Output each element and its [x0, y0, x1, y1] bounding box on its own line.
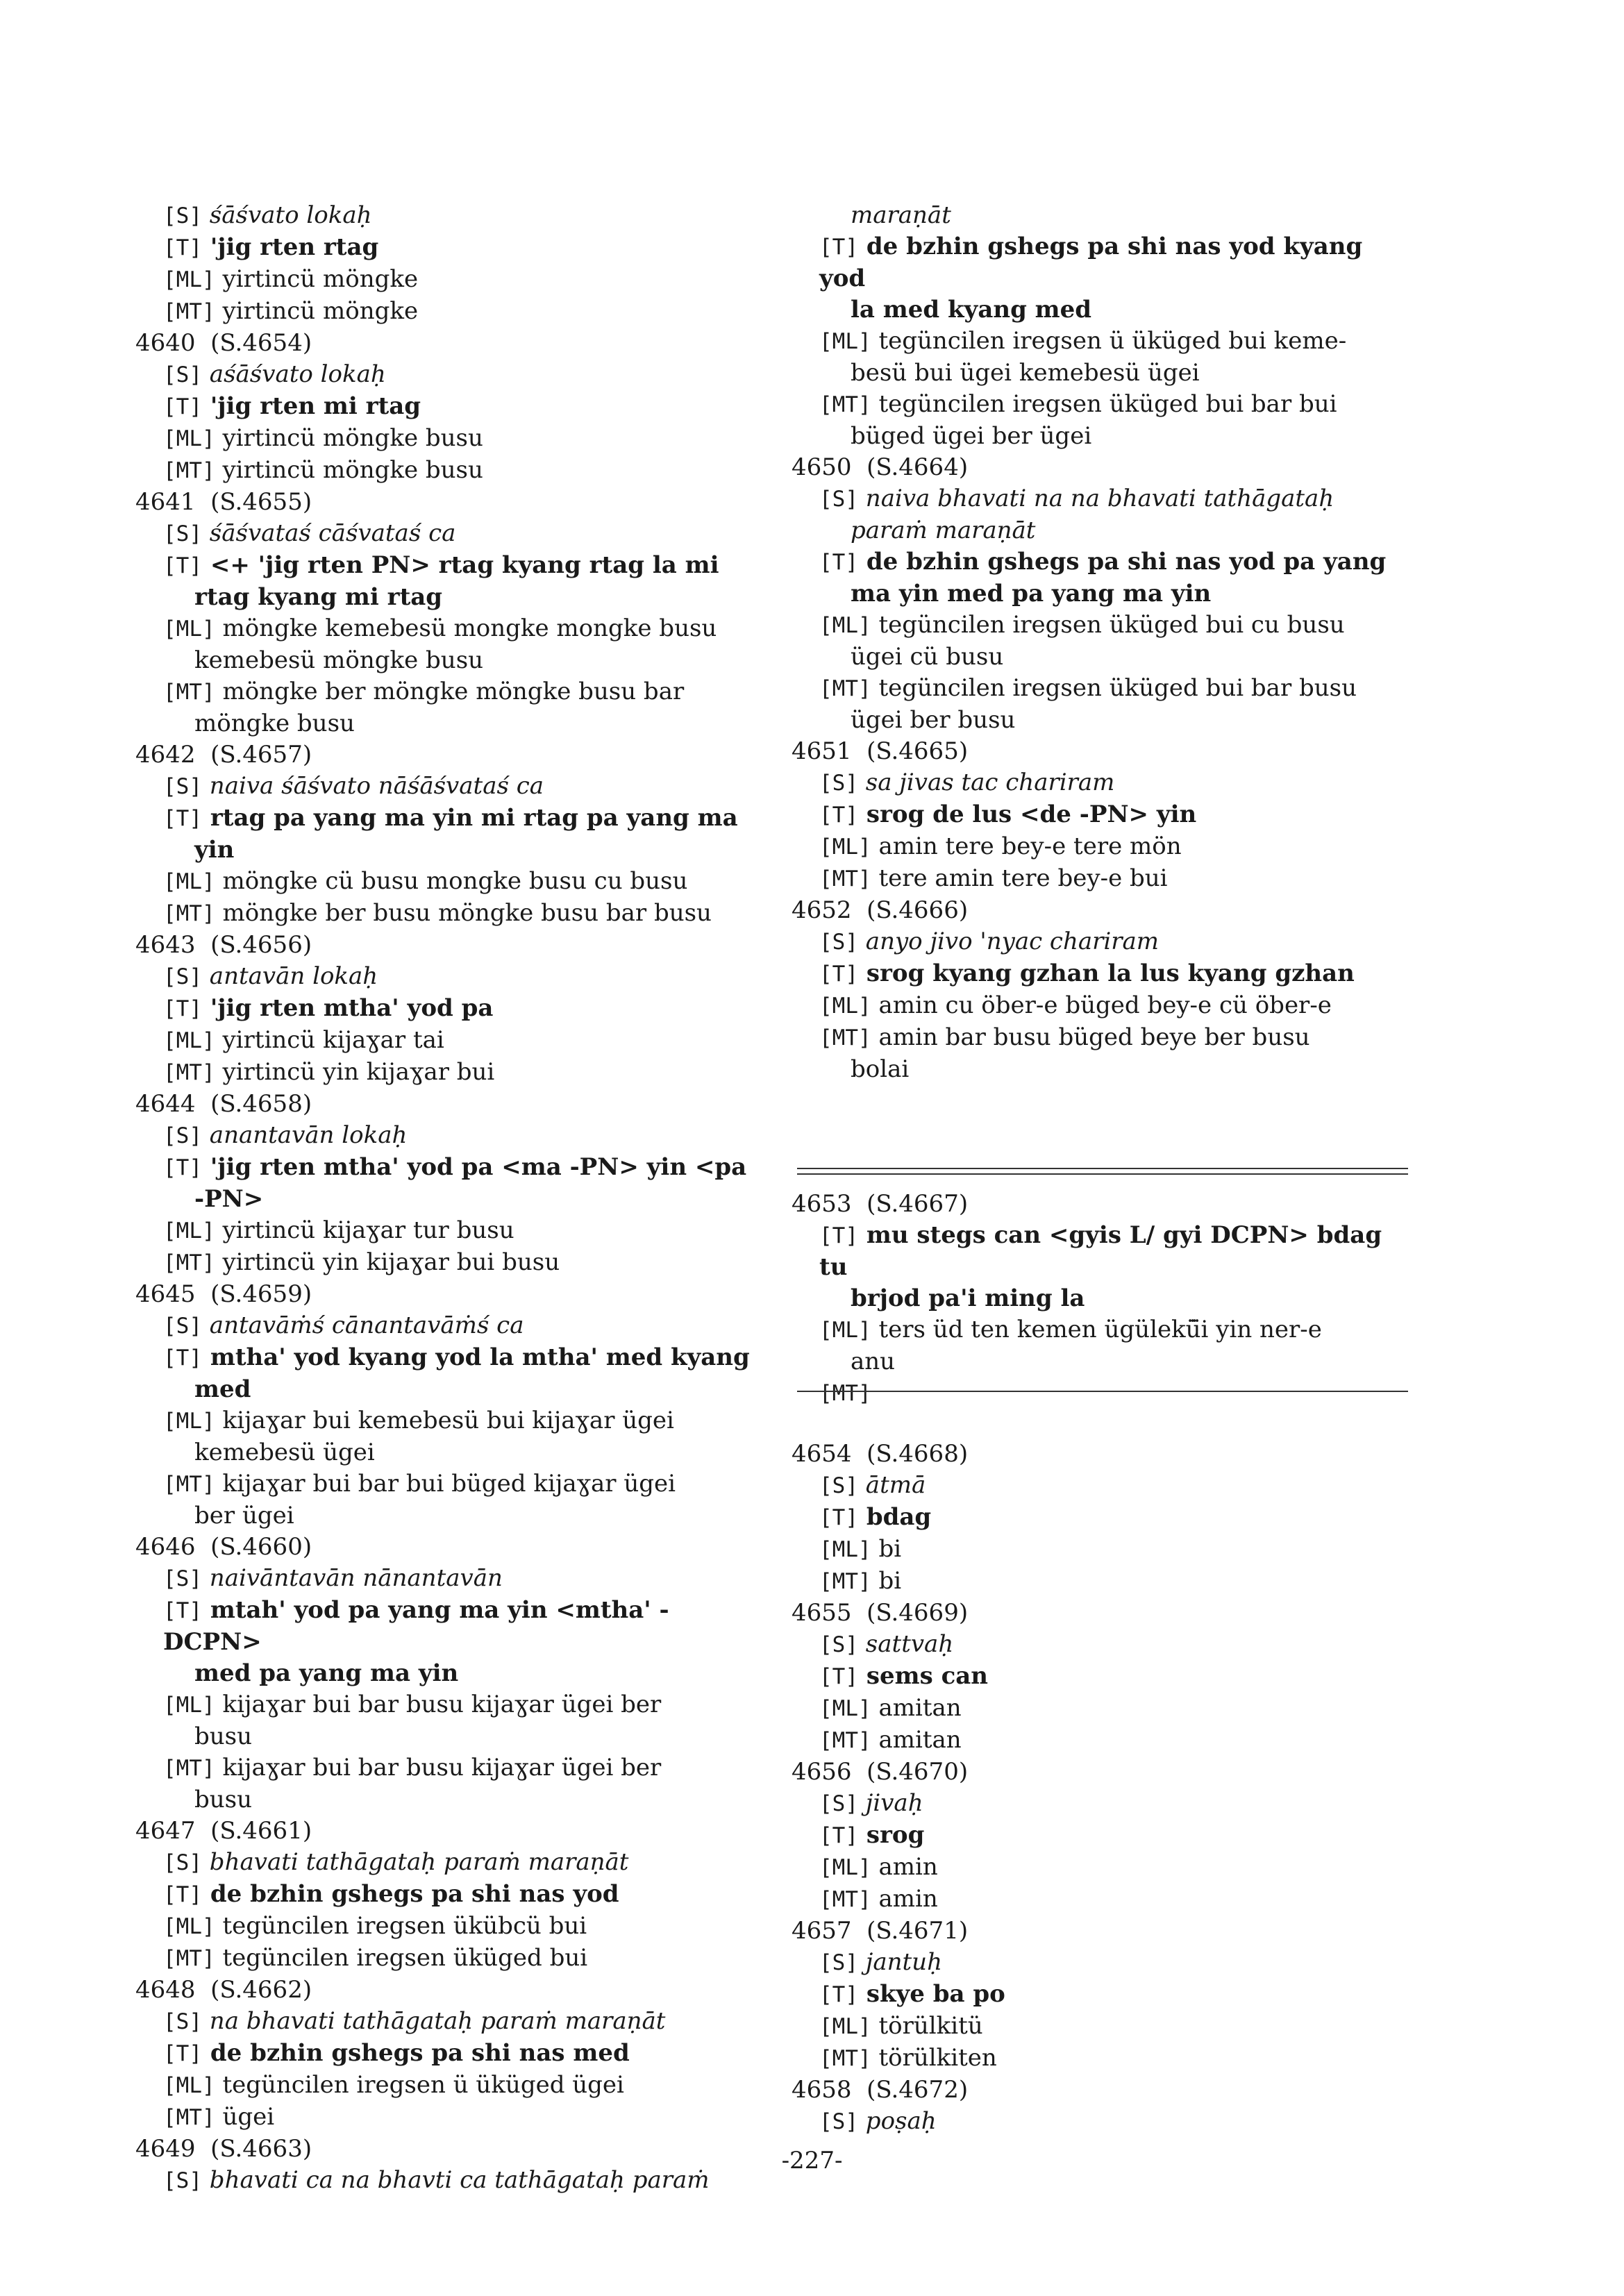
- entry-line: [135, 613, 760, 645]
- entry-text: törülkitü: [871, 2012, 983, 2040]
- entry-number: 4657 (S.4671): [792, 1917, 969, 1945]
- entry-line: [792, 1022, 1416, 1054]
- entry-text: aśāśvato lokaḥ: [202, 360, 386, 388]
- entry-line: [135, 1468, 760, 1500]
- entry-text: amitan: [871, 1694, 962, 1722]
- language-tag: [T]: [163, 394, 202, 419]
- entry-continuation: ber ügei: [194, 1502, 294, 1530]
- entry-text: sa jivas tac chariram: [858, 769, 1115, 796]
- entry-text: yirtincü yin kijaɣar bui busu: [215, 1248, 560, 1276]
- entry-text: yirtincü möngke busu: [215, 456, 483, 484]
- entry-continuation: paraṁ maraṇāt: [851, 517, 1036, 544]
- entry-line: [792, 1502, 1416, 1534]
- entry-text: yirtincü möngke busu: [215, 424, 483, 452]
- entry-number: 4652 (S.4666): [792, 896, 969, 924]
- entry-text: tegüncilen iregsen ü üküged ügei: [215, 2071, 624, 2099]
- entry-line: [135, 1752, 760, 1784]
- entry-line: [135, 866, 760, 898]
- language-tag: [ML]: [819, 835, 871, 860]
- entry-line: [135, 1911, 760, 1943]
- entry-line: [135, 1342, 760, 1374]
- entry-line: [792, 1377, 1416, 1409]
- entry-line: [792, 1788, 1416, 1820]
- entry-text: möngke ber möngke möngke busu bar: [215, 678, 685, 705]
- single-rule: [797, 1391, 1408, 1392]
- entry-line: [792, 1693, 1416, 1725]
- entry-text: kijaɣar bui bar bui büged kijaɣar ügei: [215, 1470, 676, 1498]
- entry-text: möngke ber busu möngke busu bar busu: [215, 899, 712, 927]
- entry-line: [135, 1405, 760, 1437]
- entry-number: 4651 (S.4665): [792, 737, 969, 765]
- entry-text: srog kyang gzhan la lus kyang gzhan: [858, 960, 1355, 987]
- language-tag: [ML]: [819, 2014, 871, 2039]
- entry-line: [135, 232, 760, 264]
- entry-line: [135, 2038, 760, 2070]
- entry-line: [135, 2070, 760, 2102]
- entry-line: [792, 326, 1416, 358]
- entry-line: [135, 550, 760, 582]
- entry-text: törülkiten: [871, 2044, 997, 2072]
- language-tag: [S]: [819, 1950, 858, 1975]
- entry-text: śāśvato lokaḥ: [202, 201, 372, 229]
- entry-text: amin: [871, 1853, 938, 1881]
- entry-continuation: büged ügei ber ügei: [851, 422, 1092, 450]
- entry-line: [792, 863, 1416, 895]
- language-tag: [S]: [163, 203, 202, 228]
- entry-continuation: -PN>: [194, 1185, 264, 1213]
- language-tag: [MT]: [819, 866, 871, 891]
- entry-line: [135, 1689, 760, 1721]
- language-tag: [T]: [819, 235, 858, 260]
- language-tag: [ML]: [163, 1914, 215, 1939]
- entry-line: [135, 1847, 760, 1879]
- entry-line: [135, 455, 760, 487]
- entry-line: [792, 1220, 1416, 1283]
- entry-text: tegüncilen iregsen ükübcü bui: [215, 1912, 587, 1940]
- language-tag: [ML]: [819, 1318, 871, 1343]
- entry-line: [792, 926, 1416, 958]
- language-tag: [S]: [819, 1632, 858, 1657]
- entry-text: yirtincü kijaɣar tai: [215, 1026, 444, 1054]
- entry-continuation: med pa yang ma yin: [194, 1659, 459, 1687]
- entry-line: [135, 296, 760, 328]
- entry-line: [135, 1879, 760, 1911]
- entry-text: naiva śāśvato nāśāśvataś ca: [202, 772, 544, 800]
- language-tag: [MT]: [819, 676, 871, 701]
- entry-line: [792, 1852, 1416, 1884]
- entry-line: [792, 1661, 1416, 1693]
- entry-continuation: brjod pa'i ming la: [851, 1284, 1085, 1312]
- language-tag: [MT]: [819, 392, 871, 417]
- entry-continuation: ügei ber busu: [851, 706, 1016, 734]
- entry-line: [135, 200, 760, 232]
- entry-line: [792, 1566, 1416, 1598]
- language-tag: [T]: [819, 1505, 858, 1530]
- entry-number: 4641 (S.4655): [135, 488, 312, 516]
- entry-line: [792, 990, 1416, 1022]
- language-tag: [S]: [819, 1791, 858, 1816]
- left-column: [135, 200, 760, 2197]
- entry-line: [135, 993, 760, 1025]
- entry-text: amin tere bey-e tere mön: [871, 832, 1182, 860]
- entry-continuation: med: [194, 1375, 251, 1403]
- entry-text: mtah' yod pa yang ma yin <mtha' -DCPN>: [163, 1596, 669, 1656]
- language-tag: [ML]: [819, 1855, 871, 1880]
- entry-line: [135, 961, 760, 993]
- entry-continuation: la med kyang med: [851, 296, 1092, 324]
- entry-text: jivaḥ: [858, 1789, 923, 1817]
- entry-continuation: rtag kyang mi rtag: [194, 583, 443, 611]
- entry-number: 4647 (S.4661): [135, 1817, 312, 1845]
- entry-text: de bzhin gshegs pa shi nas yod kyang yod: [819, 233, 1363, 292]
- language-tag: [T]: [819, 1823, 858, 1848]
- entry-continuation: besü bui ügei kemebesü ügei: [851, 359, 1200, 387]
- language-tag: [S]: [819, 771, 858, 796]
- entry-line: [792, 1314, 1416, 1346]
- entry-line: [135, 1152, 760, 1184]
- entry-text: anantavān lokaḥ: [202, 1121, 408, 1149]
- entry-text: ügei: [215, 2103, 275, 2131]
- language-tag: [MT]: [163, 1060, 215, 1085]
- page-number: -227-: [781, 2147, 843, 2175]
- entry-line: [792, 231, 1416, 294]
- entry-text: bhavati ca na bhavti ca tathāgataḥ paraṁ: [202, 2166, 710, 2194]
- entry-text: ātmā: [858, 1471, 926, 1499]
- entry-line: [792, 2011, 1416, 2043]
- entry-line: [792, 767, 1416, 799]
- entry-line: [792, 1534, 1416, 1566]
- language-tag: [T]: [819, 1223, 858, 1248]
- entry-line: [792, 546, 1416, 578]
- entry-text: yirtincü möngke: [215, 265, 419, 293]
- entry-text: 'jig rten mi rtag: [202, 392, 421, 420]
- entry-text: antavāṁś cānantavāṁś ca: [202, 1312, 524, 1339]
- entry-text: tegüncilen iregsen üküged bui bar bui: [871, 390, 1337, 418]
- entry-text: de bzhin gshegs pa shi nas med: [202, 2039, 630, 2067]
- entry-line: [792, 1470, 1416, 1502]
- entry-text: tere amin tere bey-e bui: [871, 864, 1168, 892]
- language-tag: [S]: [163, 362, 202, 387]
- entry-continuation: kemebesü möngke busu: [194, 646, 484, 674]
- entry-text: de bzhin gshegs pa shi nas yod: [202, 1880, 619, 1908]
- entry-line: [792, 483, 1416, 515]
- language-tag: [S]: [819, 1473, 858, 1498]
- entry-line: [135, 2102, 760, 2134]
- language-tag: [S]: [163, 2168, 202, 2193]
- entry-line: [135, 1215, 760, 1247]
- language-tag: [S]: [163, 964, 202, 989]
- entry-text: 'jig rten rtag: [202, 233, 379, 261]
- language-tag: [MT]: [819, 1728, 871, 1753]
- entry-line: [135, 1247, 760, 1279]
- entry-line: [792, 1629, 1416, 1661]
- entry-number: 4653 (S.4667): [792, 1190, 969, 1218]
- entry-line: [135, 423, 760, 455]
- entry-text: srog de lus <de -PN> yin: [858, 801, 1197, 828]
- entry-line: [135, 1563, 760, 1595]
- language-tag: [MT]: [163, 1472, 215, 1497]
- right-column-top: [792, 200, 1416, 1085]
- entry-text: amitan: [871, 1726, 962, 1754]
- entry-line: [135, 2006, 760, 2038]
- entry-text: antavān lokaḥ: [202, 962, 378, 990]
- language-tag: [ML]: [163, 1693, 215, 1718]
- entry-line: [135, 1310, 760, 1342]
- language-tag: [T]: [819, 1982, 858, 2007]
- language-tag: [ML]: [819, 329, 871, 354]
- language-tag: [ML]: [163, 267, 215, 292]
- entry-text: rtag pa yang ma yin mi rtag pa yang ma: [202, 804, 738, 832]
- entry-text: de bzhin gshegs pa shi nas yod pa yang: [858, 548, 1387, 576]
- language-tag: [T]: [819, 1664, 858, 1689]
- entry-line: [135, 359, 760, 391]
- entry-continuation: möngke busu: [194, 710, 355, 737]
- entry-line: [792, 1947, 1416, 1979]
- language-tag: [S]: [819, 2109, 858, 2134]
- entry-continuation: bolai: [851, 1055, 910, 1083]
- language-tag: [ML]: [819, 1537, 871, 1562]
- language-tag: [S]: [163, 1123, 202, 1148]
- entry-number: 4646 (S.4660): [135, 1533, 312, 1561]
- language-tag: [ML]: [163, 1028, 215, 1053]
- entry-text: anyo jivo 'nyac chariram: [858, 928, 1160, 955]
- entry-text: srog: [858, 1821, 925, 1849]
- entry-text: tegüncilen iregsen ü üküged bui keme-: [871, 327, 1347, 355]
- language-tag: [T]: [163, 806, 202, 831]
- entry-line: [792, 673, 1416, 705]
- entry-number: 4649 (S.4663): [135, 2135, 312, 2163]
- language-tag: [ML]: [819, 994, 871, 1019]
- entry-text: 'jig rten mtha' yod pa: [202, 994, 494, 1022]
- entry-line: [135, 1120, 760, 1152]
- double-rule-top: [797, 1168, 1408, 1169]
- language-tag: [T]: [819, 962, 858, 987]
- entry-number: 4644 (S.4658): [135, 1090, 312, 1118]
- language-tag: [T]: [163, 235, 202, 260]
- language-tag: [ML]: [163, 1218, 215, 1243]
- entry-text: yirtincü möngke: [215, 297, 419, 325]
- entry-text: amin: [871, 1885, 938, 1913]
- entry-line: [135, 391, 760, 423]
- entry-continuation: ügei cü busu: [851, 643, 1004, 671]
- entry-text: bi: [871, 1535, 902, 1563]
- language-tag: [MT]: [163, 1250, 215, 1275]
- entry-text: poṣaḥ: [858, 2107, 937, 2135]
- entry-text: <+ 'jig rten PN> rtag kyang rtag la mi: [202, 551, 719, 579]
- entry-text: bi: [871, 1567, 902, 1595]
- language-tag: [T]: [163, 553, 202, 578]
- entry-number: 4650 (S.4664): [792, 453, 969, 481]
- entry-number: 4658 (S.4672): [792, 2076, 969, 2104]
- entry-text: möngke kemebesü mongke mongke busu: [215, 614, 717, 642]
- entry-line: [135, 676, 760, 708]
- entry-line: [135, 771, 760, 803]
- language-tag: [T]: [163, 2041, 202, 2066]
- entry-line: [135, 803, 760, 835]
- entry-number: 4645 (S.4659): [135, 1280, 312, 1308]
- entry-continuation: yin: [194, 836, 235, 864]
- language-tag: [T]: [819, 550, 858, 575]
- language-tag: [MT]: [819, 1887, 871, 1912]
- entry-text: 'jig rten mtha' yod pa <ma -PN> yin <pa: [202, 1153, 747, 1181]
- language-tag: [T]: [163, 1155, 202, 1180]
- entry-continuation: maraṇāt: [851, 201, 951, 229]
- language-tag: [S]: [163, 1850, 202, 1875]
- language-tag: [MT]: [163, 680, 215, 705]
- language-tag: [ML]: [819, 1696, 871, 1721]
- language-tag: [MT]: [819, 1025, 871, 1050]
- language-tag: [T]: [819, 803, 858, 828]
- entry-line: [792, 1884, 1416, 1916]
- entry-number: 4648 (S.4662): [135, 1976, 312, 2004]
- language-tag: [ML]: [819, 613, 871, 638]
- language-tag: [ML]: [163, 426, 215, 451]
- language-tag: [MT]: [819, 2046, 871, 2071]
- entry-continuation: kemebesü ügei: [194, 1439, 375, 1466]
- entry-text: kijaɣar bui bar busu kijaɣar ügei ber: [215, 1691, 662, 1718]
- entry-text: tegüncilen iregsen üküged bui cu busu: [871, 611, 1345, 639]
- entry-line: [135, 1025, 760, 1057]
- language-tag: [S]: [163, 2009, 202, 2034]
- entry-number: 4654 (S.4668): [792, 1440, 969, 1468]
- entry-text: yirtincü kijaɣar tur busu: [215, 1216, 514, 1244]
- entry-text: möngke cü busu mongke busu cu busu: [215, 867, 688, 895]
- language-tag: [T]: [163, 996, 202, 1021]
- entry-continuation: busu: [194, 1786, 253, 1813]
- entry-number: 4642 (S.4657): [135, 741, 312, 769]
- entry-line: [135, 1595, 760, 1658]
- entry-number: 4655 (S.4669): [792, 1599, 969, 1627]
- entry-text: ters üd ten kemen ügülekü̈i yin ner-e: [871, 1316, 1322, 1343]
- language-tag: [MT]: [163, 299, 215, 324]
- entry-text: bhavati tathāgataḥ paraṁ maraṇāt: [202, 1848, 629, 1876]
- language-tag: [ML]: [163, 869, 215, 894]
- right-column-bottom: [792, 1439, 1416, 2138]
- entry-line: [792, 1979, 1416, 2011]
- entry-text: kijaɣar bui bar busu kijaɣar ügei ber: [215, 1754, 662, 1782]
- language-tag: [S]: [163, 1314, 202, 1339]
- language-tag: [MT]: [163, 1756, 215, 1781]
- entry-line: [792, 2106, 1416, 2138]
- entry-line: [135, 1057, 760, 1089]
- entry-line: [792, 831, 1416, 863]
- language-tag: [MT]: [163, 901, 215, 926]
- entry-continuation: busu: [194, 1723, 253, 1750]
- entry-line: [792, 1820, 1416, 1852]
- language-tag: [T]: [163, 1346, 202, 1371]
- entry-text: bdag: [858, 1503, 932, 1531]
- entry-text: śāśvataś cāśvataś ca: [202, 519, 456, 547]
- language-tag: [ML]: [163, 1409, 215, 1434]
- language-tag: [ML]: [163, 617, 215, 642]
- language-tag: [ML]: [163, 2073, 215, 2098]
- entry-line: [792, 958, 1416, 990]
- entry-text: tegüncilen iregsen üküged bui bar busu: [871, 674, 1357, 702]
- language-tag: [S]: [163, 774, 202, 799]
- entry-text: mu stegs can <gyis L/ gyi DCPN> bdag tu: [819, 1221, 1382, 1281]
- entry-text: amin bar busu büged beye ber busu: [871, 1023, 1310, 1051]
- language-tag: [S]: [163, 521, 202, 546]
- entry-text: naiva bhavati na na bhavati tathāgataḥ: [858, 485, 1334, 512]
- language-tag: [T]: [163, 1598, 202, 1623]
- entry-line: [792, 610, 1416, 642]
- entry-text: yirtincü yin kijaɣar bui: [215, 1058, 495, 1086]
- entry-line: [135, 518, 760, 550]
- language-tag: [MT]: [819, 1381, 871, 1406]
- entry-text: tegüncilen iregsen üküged bui: [215, 1944, 588, 1972]
- language-tag: [MT]: [163, 2105, 215, 2130]
- double-rule-bottom: [797, 1173, 1408, 1175]
- language-tag: [S]: [163, 1566, 202, 1591]
- language-tag: [S]: [819, 487, 858, 512]
- entry-line: [135, 898, 760, 930]
- entry-line: [792, 389, 1416, 421]
- entry-text: naivāntavān nānantavān: [202, 1564, 503, 1592]
- entry-text: sems can: [858, 1662, 989, 1690]
- entry-line: [792, 1725, 1416, 1757]
- language-tag: [MT]: [819, 1569, 871, 1594]
- entry-text: kijaɣar bui kemebesü bui kijaɣar ügei: [215, 1407, 674, 1434]
- entry-text: sattvaḥ: [858, 1630, 954, 1658]
- entry-number: 4656 (S.4670): [792, 1758, 969, 1786]
- entry-number: 4640 (S.4654): [135, 329, 312, 357]
- language-tag: [MT]: [163, 458, 215, 483]
- entry-line: [135, 264, 760, 296]
- entry-continuation: ma yin med pa yang ma yin: [851, 580, 1212, 607]
- language-tag: [S]: [819, 930, 858, 955]
- entry-text: jantuḥ: [858, 1948, 942, 1976]
- entry-line: [792, 799, 1416, 831]
- language-tag: [MT]: [163, 1946, 215, 1971]
- language-tag: [T]: [163, 1882, 202, 1907]
- entry-continuation: anu: [851, 1348, 896, 1375]
- entry-line: [792, 2043, 1416, 2075]
- entry-number: 4643 (S.4656): [135, 931, 312, 959]
- entry-text: na bhavati tathāgataḥ paraṁ maraṇāt: [202, 2007, 666, 2035]
- right-column-boxed: [792, 1189, 1416, 1409]
- entry-line: [135, 1943, 760, 1975]
- entry-text: amin cu öber-e büged bey-e cü öber-e: [871, 991, 1332, 1019]
- entry-text: mtha' yod kyang yod la mtha' med kyang: [202, 1343, 750, 1371]
- entry-text: skye ba po: [858, 1980, 1005, 2008]
